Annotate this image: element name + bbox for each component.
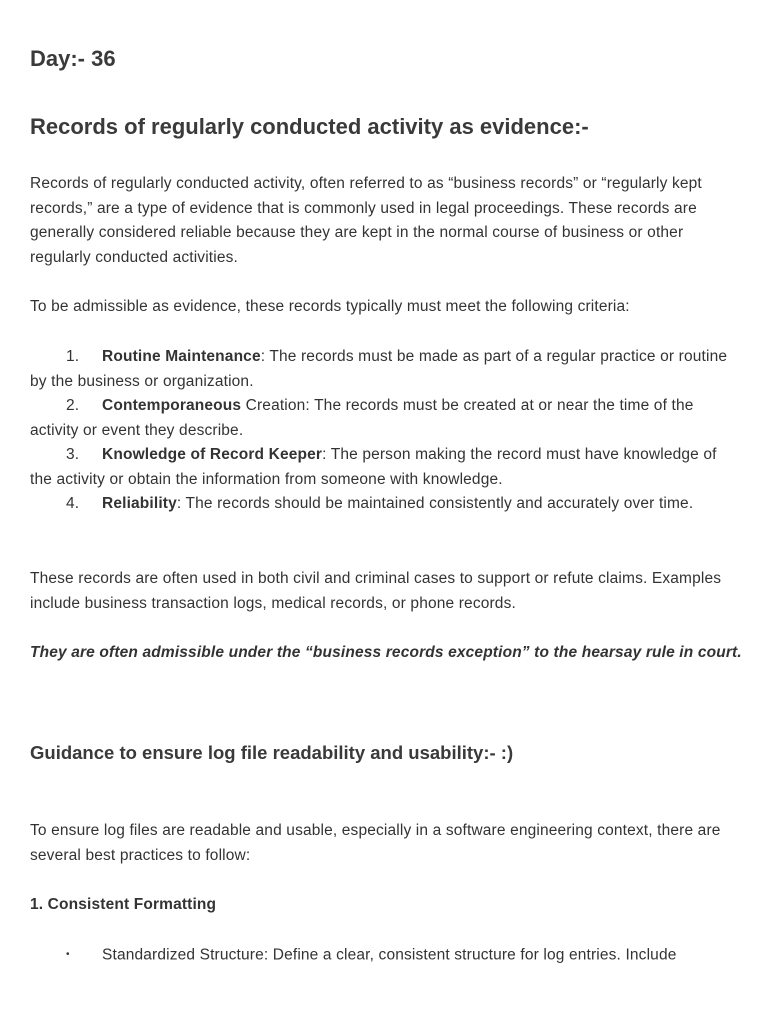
criteria-intro: To be admissible as evidence, these records typically must meet the following criteria: bbox=[30, 298, 630, 315]
criteria-text: : The records should be maintained consistently and accurately over time. bbox=[176, 495, 694, 512]
bullet-icon: • bbox=[66, 949, 70, 960]
guidance-intro: To ensure log files are readable and usable, especially in a software engineering context, there are several best practices to follow: bbox=[30, 822, 721, 864]
list-number: 2. bbox=[66, 397, 80, 414]
section1-title: 1. Consistent Formatting bbox=[30, 896, 217, 913]
list-number: 3. bbox=[66, 446, 80, 463]
criteria-term: Contemporaneous bbox=[102, 397, 242, 414]
criteria-text: : The records must be made as part of a regular practice or routine by the business or organization. bbox=[30, 348, 728, 390]
criteria-term: Knowledge of Record Keeper bbox=[102, 446, 323, 463]
criteria-text: Creation: The records must be created at or near the time of the activity or event they describe. bbox=[30, 397, 694, 439]
list-number: 4. bbox=[66, 495, 80, 512]
criteria-item-4 bbox=[30, 492, 742, 517]
bullet-text: Standardized Structure: Define a clear, consistent structure for log entries. Include bbox=[102, 946, 677, 964]
section-heading: Records of regularly conducted activity as evidence:- bbox=[30, 114, 589, 139]
criteria-term: Routine Maintenance bbox=[102, 348, 261, 365]
usage-paragraph: These records are often used in both civil and criminal cases to support or refute claims. Examples include business transaction logs, medical records, or phone records. bbox=[30, 570, 722, 612]
day-title: Day:- 36 bbox=[30, 46, 116, 71]
criteria-item-2 bbox=[30, 394, 742, 443]
criteria-item-1 bbox=[30, 345, 742, 394]
section1-bullet-1 bbox=[30, 943, 742, 968]
criteria-item-3 bbox=[30, 443, 742, 492]
guidance-heading: Guidance to ensure log file readability and usability:- :) bbox=[30, 742, 514, 763]
criteria-term: Reliability bbox=[102, 495, 177, 512]
list-number: 1. bbox=[66, 348, 80, 365]
emphasis-paragraph: They are often admissible under the “business records exception” to the hearsay rule in court. bbox=[30, 644, 742, 661]
criteria-text: : The person making the record must have knowledge of the activity or obtain the information from someone with knowledge. bbox=[30, 446, 717, 488]
intro-paragraph: Records of regularly conducted activity, often referred to as “business records” or “regularly kept records,” are a type of evidence that is commonly used in legal proceedings. These records are generally considered reliable because they are kept in the normal course of business or other regularly conducted activities. bbox=[30, 175, 702, 266]
